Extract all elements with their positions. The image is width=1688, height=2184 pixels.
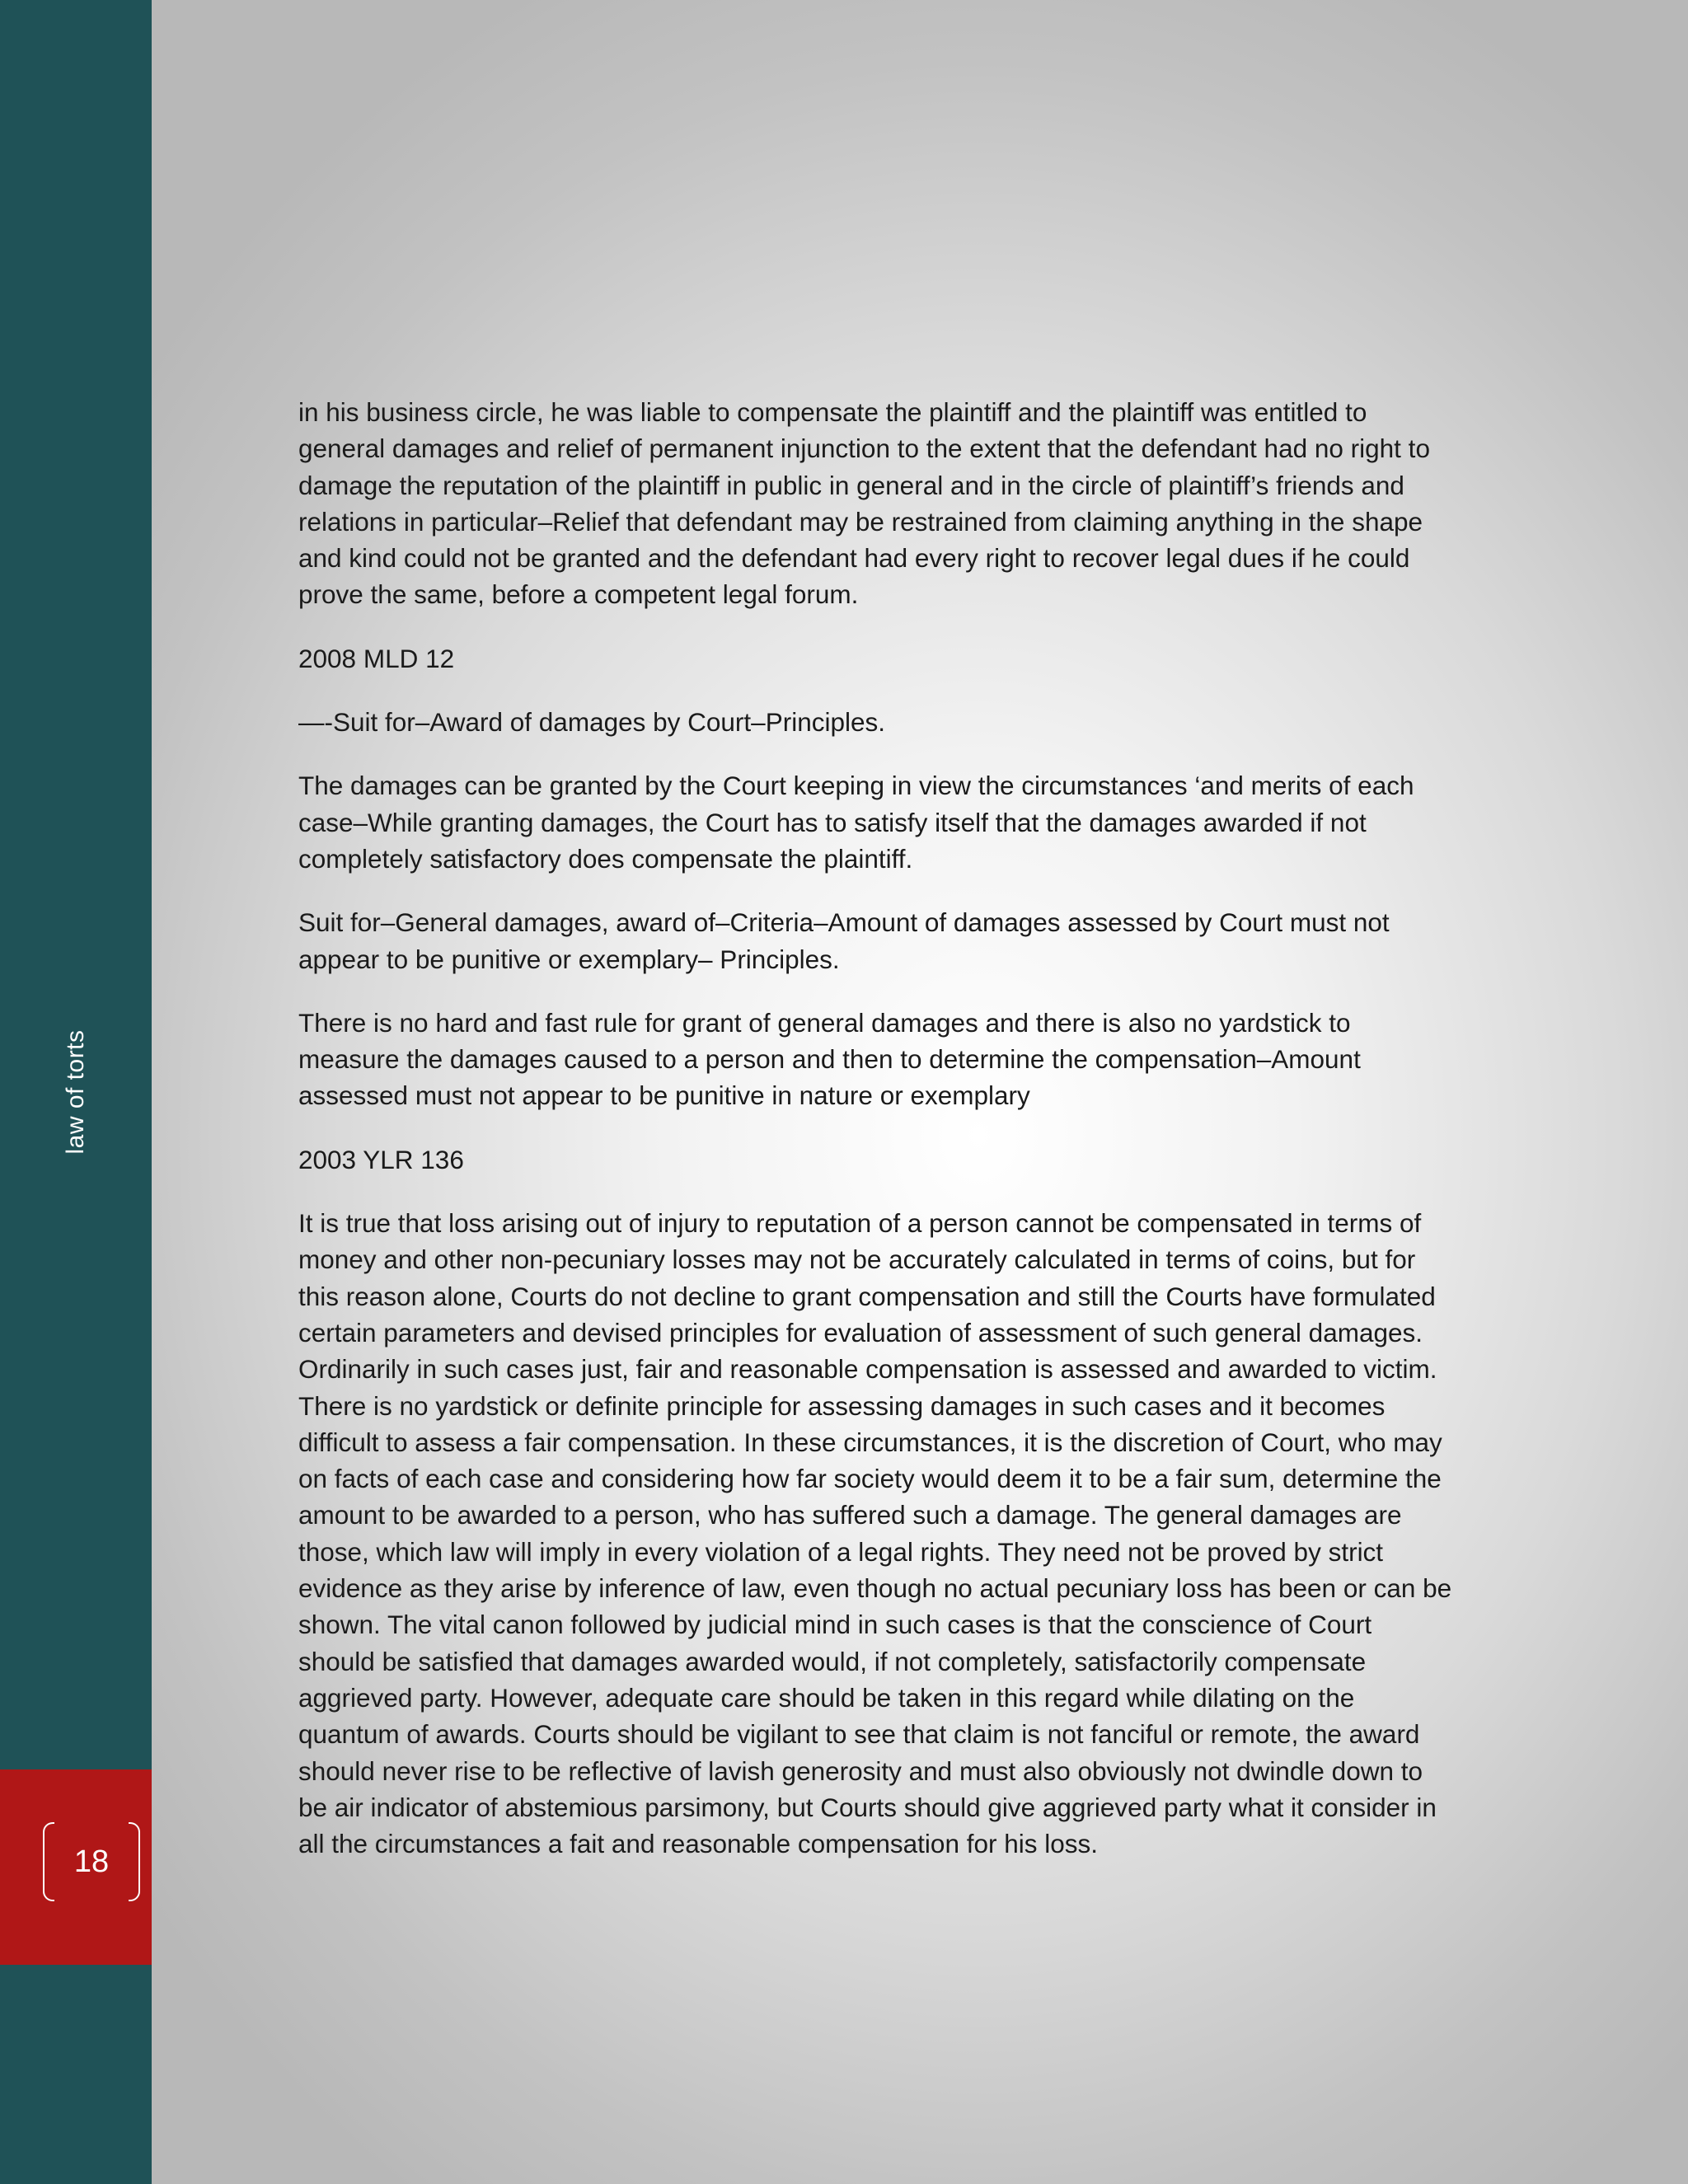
paragraph: It is true that loss arising out of injury to reputation of a person cannot be compensated in terms of money and other non-pecuniary losses may not be accurately calculated in terms of coins, but for this reason alone, Courts do not decline to grant compensation and still the Courts have formulated certain parameters and devised principles for evaluation of assessment of such general damages. Ordinarily in such cases just, fair and reasonable compensation is assessed and awarded to victim. There is no yardstick or definite principle for assessing damages in such cases and it becomes difficult to assess a fair compensation. In these circumstances, it is the discretion of Court, who may on facts of each case and considering how far society would deem it to be a fair sum, determine the amount to be awarded to a person, who has suffered such a damage. The general damages are those, which law will imply in every violation of a legal rights. They need not be proved by strict evidence as they arise by inference of law, even though no actual pecuniary loss has been or can be shown. The vital canon followed by judicial mind in such cases is that the conscience of Court should be satisfied that damages awarded would, if not completely, satisfactorily compensate aggrieved party. However, adequate care should be taken in this regard while dilating on the quantum of awards. Courts should be vigilant to see that claim is not fanciful or remote, the award should never rise to be reflective of lavish generosity and must also obviously not dwindle down to be air indicator of abstemious parsimony, but Courts should give aggrieved party what it consider in all the circumstances a fait and reasonable compensation for his loss. xyxy=(298,1208,1452,1859)
headnote: —-Suit for–Award of damages by Court–Principles. xyxy=(298,707,885,738)
paragraph: There is no hard and fast rule for grant of general damages and there is also no yardstick to measure the damages caused to a person and then to determine the compensation–Amount assessed must not appear to be punitive in nature or exemplary xyxy=(298,1007,1361,1111)
sidebar xyxy=(0,0,152,2184)
citation: 2008 MLD 12 xyxy=(298,643,455,673)
sidebar-label: law of torts xyxy=(62,1029,89,1155)
citation: 2003 YLR 136 xyxy=(298,1144,464,1174)
page-body xyxy=(298,394,1452,1862)
paragraph: The damages can be granted by the Court keeping in view the circumstances ‘and merits of each case–While granting damages, the Court has to satisfy itself that the damages awarded if not completely satisfactory does compensate the plaintiff. xyxy=(298,771,1414,874)
page-number-bracket xyxy=(43,1822,140,1901)
page-number-tab xyxy=(0,1769,152,1965)
page-number: 18 xyxy=(73,1844,110,1879)
headnote: Suit for–General damages, award of–Criteria–Amount of damages assessed by Court must not appear to be punitive or exemplary– Principles. xyxy=(298,907,1390,974)
paragraph-continuation: in his business circle, he was liable to compensate the plaintiff and the plaintiff was entitled to general damages and relief of permanent injunction to the extent that the defendant had no right to damage the reputation of the plaintiff in public in general and in the circle of plaintiff’s friends and relations in particular–Relief that defendant may be restrained from claiming anything in the shape and kind could not be granted and the defendant had every right to recover legal dues if he could prove the same, before a competent legal forum. xyxy=(298,397,1430,610)
